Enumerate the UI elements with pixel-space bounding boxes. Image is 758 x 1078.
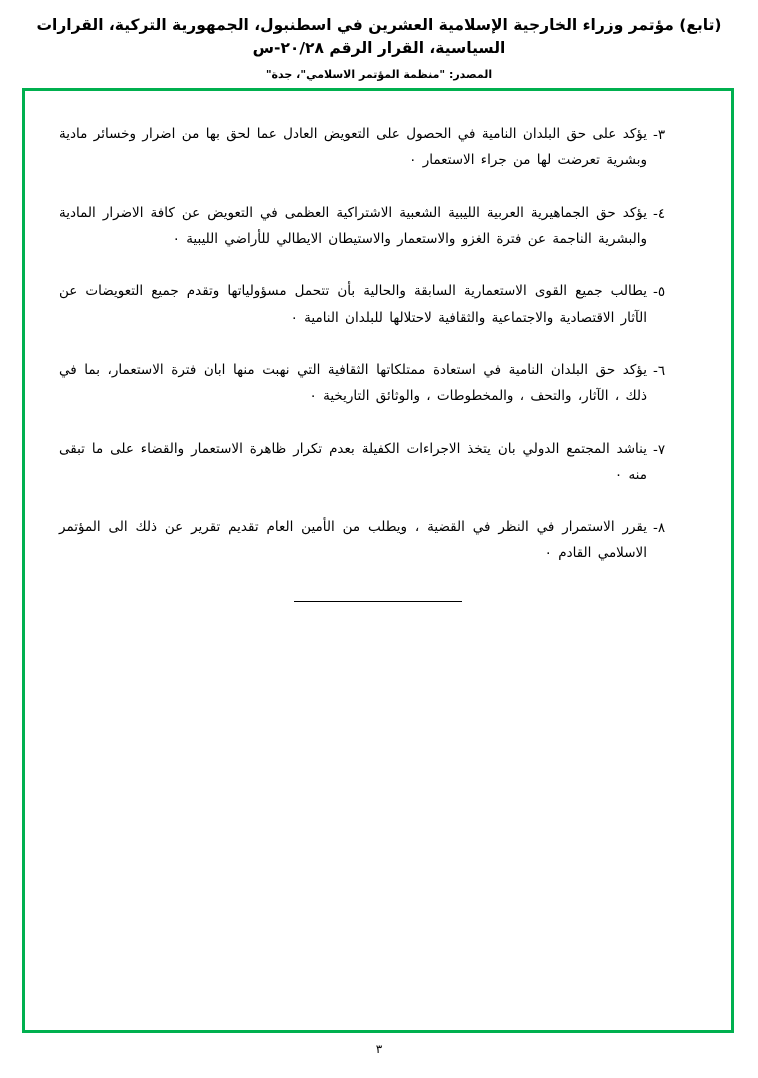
clause-text: يطالب جميع القوى الاستعمارية السابقة والحالية بأن تتحمل مسؤولياتها وتقدم جميع التعويضات عن الآثار الاقتصادية والاجتماعية والثقافية لاحتلالها للبلدان النامية ٠ xyxy=(59,283,647,326)
clause-text: يؤكد على حق البلدان النامية في الحصول على التعويض العادل عما لحق بها من اضرار وخسائر مادية وبشرية تعرضت لها من جراء الاستعمار ٠ xyxy=(59,126,647,169)
clause-number: ٦- xyxy=(653,362,666,379)
clause-item xyxy=(59,436,697,489)
section-divider xyxy=(294,601,462,602)
header-title: (تابع) مؤتمر وزراء الخارجية الإسلامية العشرين في اسطنبول، الجمهورية التركية، القرارات السياسية، القرار الرقم ٢٠/٢٨-س xyxy=(36,16,722,58)
clause-number: ٤- xyxy=(653,205,666,222)
clause-number: ٣- xyxy=(653,127,666,143)
content-frame xyxy=(22,88,734,1033)
clause-text: يناشد المجتمع الدولي بان يتخذ الاجراءات الكفيلة بعدم تكرار ظاهرة الاستعمار والقضاء على ما تبقى منه ٠ xyxy=(59,440,647,483)
page-footer xyxy=(0,1042,758,1056)
clause-text: يقرر الاستمرار في النظر في القضية ، ويطلب من الأمين العام تقديم تقرير عن ذلك الى المؤتمر الاسلامي القادم ٠ xyxy=(59,519,647,562)
clause-list xyxy=(25,91,731,602)
clause-number: ٧- xyxy=(653,441,666,458)
clause-text: يؤكد حق الجماهيرية العربية الليبية الشعبية الاشتراكية العظمى في التعويض عن كافة الاضرار المادية والبشرية الناجمة عن فترة الغزو والاستعمار والاستيطان الايطالي للأراضي الليبية ٠ xyxy=(59,204,647,247)
clause-item xyxy=(59,278,697,331)
clause-item xyxy=(59,357,697,410)
header-source: المصدر: "منظمة المؤتمر الاسلامي"، جدة" xyxy=(265,67,493,81)
clause-number: ٨- xyxy=(653,520,666,537)
page-number: ٣ xyxy=(375,1042,383,1056)
clause-text: يؤكد حق البلدان النامية في استعادة ممتلكاتها الثقافية التي نهبت منها ابان فترة الاستعمار، بما في ذلك ، الآثار، والتحف ، والمخطوطات ، والوثائق التاريخية ٠ xyxy=(59,361,647,405)
clause-item xyxy=(59,200,697,253)
clause-item xyxy=(59,514,697,567)
clause-item xyxy=(59,121,697,174)
page-header xyxy=(0,0,758,81)
clause-number: ٥- xyxy=(653,284,666,301)
